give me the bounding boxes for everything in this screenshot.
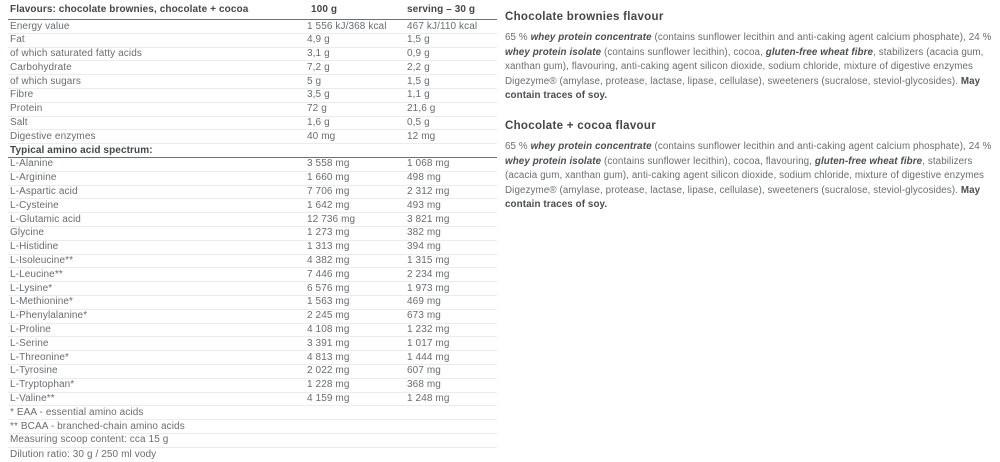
- row-value-serving: 1 068 mg: [407, 158, 450, 170]
- row-value-100g: 1 660 mg: [307, 172, 350, 184]
- footnote-row: [8, 448, 497, 462]
- row-value-serving: 1 973 mg: [407, 282, 450, 294]
- ingredient-segment: (contains sunflower lecithin and anti-caking agent calcium phosphate), 24 %: [651, 32, 992, 43]
- row-value-100g: 5 g: [307, 75, 322, 87]
- amino-acid-table-row: [8, 186, 497, 200]
- row-value-serving: 0,9 g: [407, 48, 430, 60]
- ingredients-paragraph-chocolate-cocoa: [505, 140, 993, 213]
- row-value-100g: 1 556 kJ/368 kcal: [307, 20, 387, 32]
- row-value-100g: 2 245 mg: [307, 310, 350, 322]
- row-label: Glycine: [10, 227, 45, 239]
- row-value-100g: 3 558 mg: [307, 158, 350, 170]
- ingredient-segment: whey protein isolate: [505, 46, 602, 58]
- row-value-100g: 4 159 mg: [307, 393, 350, 405]
- nutrition-table-row: [8, 20, 497, 34]
- row-label: L-Serine: [10, 337, 49, 349]
- row-label: L-Methionine*: [10, 296, 74, 308]
- row-value-serving: 467 kJ/110 kcal: [407, 20, 478, 32]
- row-label: L-Proline: [10, 324, 51, 336]
- row-value-100g: 2 022 mg: [307, 365, 350, 377]
- row-value-100g: 6 576 mg: [307, 282, 350, 294]
- amino-acid-table-row: [8, 268, 497, 282]
- amino-acid-table-row: [8, 296, 497, 310]
- amino-acid-table-row: [8, 199, 497, 213]
- row-label: L-Threonine*: [10, 351, 70, 363]
- row-value-100g: 1,6 g: [307, 117, 330, 129]
- row-value-100g: 72 g: [307, 103, 327, 115]
- row-label: Salt: [10, 117, 28, 129]
- row-label: L-Lysine*: [10, 282, 53, 294]
- flavour-title-chocolate-cocoa: Chocolate + cocoa flavour: [505, 119, 656, 132]
- row-label: L-Alanine: [10, 158, 54, 170]
- row-label: L-Tryptophan*: [10, 379, 75, 391]
- row-value-100g: 12 736 mg: [307, 213, 356, 225]
- row-value-100g: 4 382 mg: [307, 255, 350, 267]
- row-label: of which saturated fatty acids: [10, 48, 142, 60]
- row-label: L-Histidine: [10, 241, 59, 253]
- amino-acid-table-row: [8, 255, 497, 269]
- row-value-100g: 4 813 mg: [307, 351, 350, 363]
- footnote-row: [8, 420, 497, 434]
- ingredient-segment: (contains sunflower lecithin), cocoa, flavouring,: [601, 155, 815, 167]
- nutrition-table-row: [8, 103, 497, 117]
- amino-acid-table-row: [8, 172, 497, 186]
- row-label: L-Phenylalanine*: [10, 310, 88, 322]
- row-value-serving: 394 mg: [407, 241, 441, 253]
- row-value-100g: 40 mg: [307, 130, 336, 142]
- row-value-serving: 2,2 g: [407, 61, 430, 73]
- row-label: Fibre: [10, 89, 34, 101]
- nutrition-table-row: [8, 75, 497, 89]
- row-label: L-Glutamic acid: [10, 213, 81, 225]
- ingredient-segment: (contains sunflower lecithin and anti-caking agent calcium phosphate), 24 %: [651, 140, 992, 152]
- row-value-serving: 1 315 mg: [407, 255, 450, 267]
- amino-acid-table-row: [8, 379, 497, 393]
- amino-acid-table-row: [8, 365, 497, 379]
- nutrition-table-row: [8, 130, 497, 144]
- nutrition-table-row: [8, 89, 497, 103]
- row-label: Fat: [10, 34, 25, 46]
- row-value-serving: 1,5 g: [407, 75, 430, 87]
- ingredient-segment: 65 %: [505, 32, 531, 43]
- row-label: L-Tyrosine: [10, 365, 58, 377]
- row-label: Protein: [10, 103, 43, 115]
- ingredient-segment: whey protein isolate: [505, 155, 602, 167]
- row-value-100g: 1 273 mg: [307, 227, 350, 239]
- amino-acid-section-label: Typical amino acid spectrum:: [10, 144, 153, 156]
- ingredients-column: [505, 0, 993, 213]
- amino-acid-table-row: [8, 241, 497, 255]
- row-value-serving: 498 mg: [407, 172, 441, 184]
- row-value-100g: 3,1 g: [307, 48, 330, 60]
- amino-acid-section-header-row: [8, 144, 497, 158]
- amino-acid-table-row: [8, 158, 497, 172]
- ingredient-segment: , stabilizers (acacia gum, xanthan gum), anti-caking agent silicon dioxide, sodium chloride, mixture of digestive enzymes Digezyme® (amylase, protease, lactase, lipase, cellulase), sweeteners (sucralose, steviol-glycosides).: [505, 155, 985, 196]
- amino-acid-table-row: [8, 393, 497, 407]
- row-value-100g: 3,5 g: [307, 89, 330, 101]
- row-value-100g: 1 228 mg: [307, 379, 350, 391]
- column-header-serving: serving – 30 g: [407, 3, 476, 15]
- amino-acid-table-row: [8, 324, 497, 338]
- row-label: Digestive enzymes: [10, 130, 96, 142]
- amino-acid-table-row: [8, 310, 497, 324]
- row-value-serving: 607 mg: [407, 365, 441, 377]
- row-label: Energy value: [10, 20, 70, 32]
- row-value-100g: 1 313 mg: [307, 241, 350, 253]
- nutrition-table: [8, 0, 497, 462]
- amino-acid-table-row: [8, 227, 497, 241]
- row-value-serving: 493 mg: [407, 199, 441, 211]
- nutrition-rows-group: [8, 20, 497, 144]
- footnote-text: * EAA - essential amino acids: [10, 406, 144, 418]
- footnote-row: [8, 406, 497, 420]
- row-label: L-Arginine: [10, 172, 57, 184]
- footnote-text: Measuring scoop content: cca 15 g: [10, 434, 169, 446]
- row-label: of which sugars: [10, 75, 81, 87]
- ingredient-segment: May contain traces of soy.: [505, 75, 981, 102]
- row-value-serving: 1 017 mg: [407, 337, 450, 349]
- row-value-100g: 1 563 mg: [307, 296, 350, 308]
- row-value-serving: 2 234 mg: [407, 268, 450, 280]
- column-header-100g: 100 g: [311, 3, 338, 15]
- row-value-100g: 1 642 mg: [307, 199, 350, 211]
- row-value-serving: 1 232 mg: [407, 324, 450, 336]
- flavour-title-chocolate-brownies: Chocolate brownies flavour: [505, 11, 664, 23]
- amino-acid-table-row: [8, 351, 497, 365]
- nutrition-table-row: [8, 48, 497, 62]
- ingredient-segment: 65 %: [505, 140, 531, 152]
- row-value-serving: 1 248 mg: [407, 393, 450, 405]
- row-value-serving: 2 312 mg: [407, 186, 450, 198]
- row-value-100g: 7,2 g: [307, 61, 330, 73]
- table-header-row: [8, 0, 497, 20]
- ingredient-segment: whey protein concentrate: [530, 32, 652, 43]
- row-value-100g: 7 706 mg: [307, 186, 350, 198]
- row-value-serving: 382 mg: [407, 227, 441, 239]
- nutrition-table-row: [8, 117, 497, 131]
- row-label: L-Leucine**: [10, 268, 63, 280]
- row-value-serving: 0,5 g: [407, 117, 430, 129]
- row-label: L-Valine**: [10, 393, 55, 405]
- row-value-serving: 1 444 mg: [407, 351, 450, 363]
- nutrition-table-row: [8, 61, 497, 75]
- ingredient-segment: , stabilizers (acacia gum, xanthan gum), flavouring, anti-caking agent silicon dioxide, sodium chloride, mixture of digestive enzymes Digezyme® (amylase, protease, lactase, lipase, cellulase), sweeteners (sucralose, steviol-glycosides).: [505, 46, 984, 87]
- ingredient-segment: gluten-free wheat fibre: [765, 46, 874, 58]
- row-value-100g: 4 108 mg: [307, 324, 350, 336]
- amino-acid-table-row: [8, 282, 497, 296]
- row-value-serving: 1,5 g: [407, 34, 430, 46]
- row-label: Carbohydrate: [10, 61, 72, 73]
- footnote-row: [8, 434, 497, 448]
- flavours-header-label: Flavours: chocolate brownies, chocolate + cocoa: [10, 3, 249, 15]
- row-value-100g: 7 446 mg: [307, 268, 350, 280]
- row-value-serving: 3 821 mg: [407, 213, 450, 225]
- row-label: L-Isoleucine**: [10, 255, 74, 267]
- ingredient-segment: gluten-free wheat fibre: [814, 155, 923, 167]
- amino-acid-table-row: [8, 337, 497, 351]
- amino-acid-rows-group: [8, 158, 497, 406]
- amino-acid-table-row: [8, 213, 497, 227]
- row-value-serving: 469 mg: [407, 296, 441, 308]
- row-value-100g: 4,9 g: [307, 34, 330, 46]
- footnote-text: ** BCAA - branched-chain amino acids: [10, 420, 185, 432]
- ingredient-segment: (contains sunflower lecithin), cocoa,: [601, 46, 766, 58]
- row-value-100g: 3 391 mg: [307, 337, 350, 349]
- row-label: L-Aspartic acid: [10, 186, 78, 198]
- row-value-serving: 368 mg: [407, 379, 441, 391]
- footnote-rows-group: [8, 406, 497, 461]
- ingredients-paragraph-chocolate-brownies: [505, 31, 993, 104]
- row-value-serving: 21,6 g: [407, 103, 436, 115]
- row-value-serving: 12 mg: [407, 130, 436, 142]
- ingredient-segment: whey protein concentrate: [530, 140, 652, 152]
- footnote-text: Dilution ratio: 30 g / 250 ml vody: [10, 448, 157, 460]
- row-label: L-Cysteine: [10, 199, 59, 211]
- ingredient-segment: May contain traces of soy.: [505, 184, 981, 211]
- row-value-serving: 1,1 g: [407, 89, 430, 101]
- row-value-serving: 673 mg: [407, 310, 441, 322]
- nutrition-table-row: [8, 34, 497, 48]
